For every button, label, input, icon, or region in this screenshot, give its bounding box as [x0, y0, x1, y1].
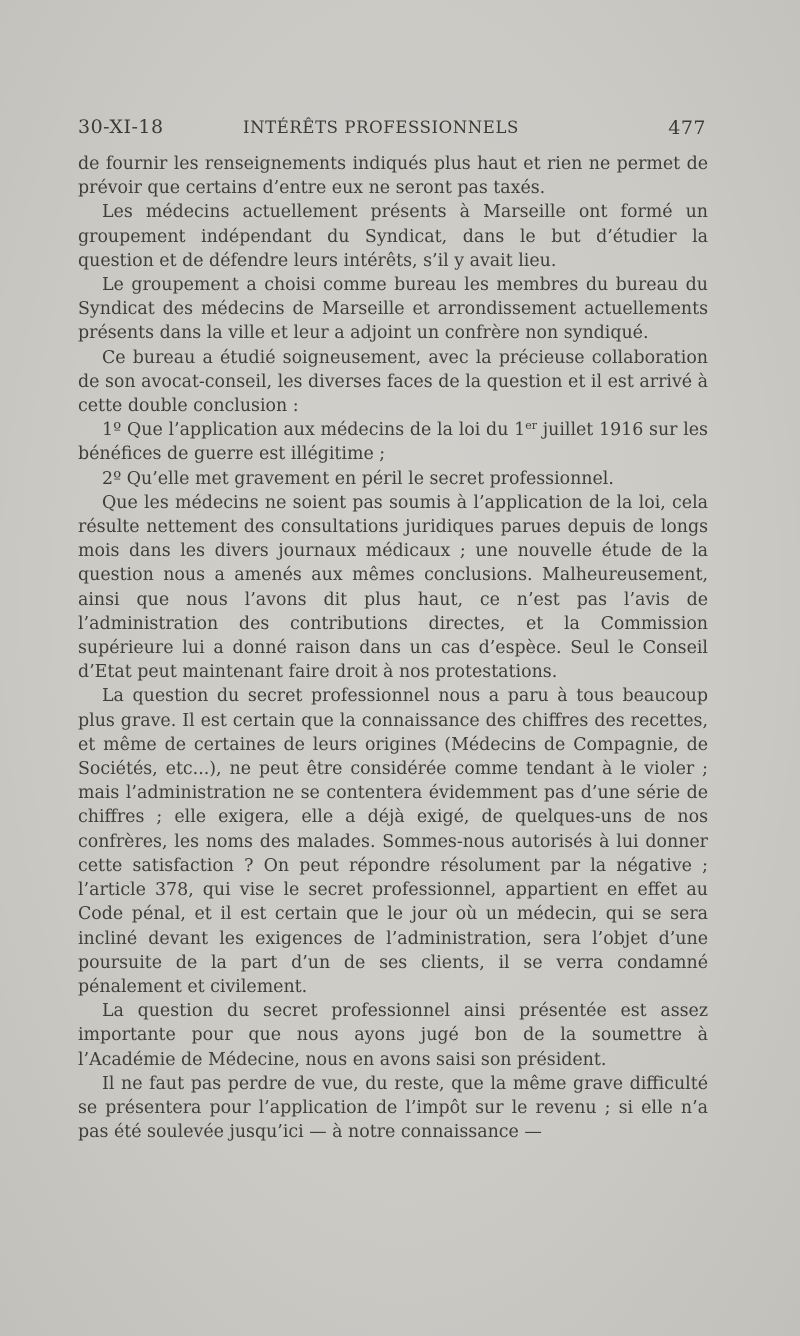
paragraph-impot: Il ne faut pas perdre de vue, du reste, que la même grave difficulté se présentera pour l’application de l’impôt sur le revenu ; si elle n’a pas été soulevée jusqu’ici — à notre connaissance —: [78, 1073, 708, 1143]
paragraph-secret: La question du secret professionnel nous a paru à tous beaucoup plus grave. Il est certain que la connaissance des chiffres des recettes, et même de certaines de leurs origines (Médecins de Compagnie, de Sociétés, etc...), ne peut être considérée comme tendant à le violer ; mais l’administration ne se contentera évidemment pas d’une série de chiffres ; elle exigera, elle a déjà exigé, de quelques-uns de nos confrères, les noms des malades. Sommes-nous autorisés à lui donner cette satisfaction ? On peut répondre résolument par la négative ; l’article 378, qui vise le secret professionnel, appartient en effet au Code pénal, et il est certain que le jour où un médecin, qui se sera incliné devant les exigences de l’administration, sera l’objet d’une poursuite de la part d’un de ses clients, il se verra condamné pénalement et civilement.: [78, 686, 708, 997]
page-number: 477: [668, 117, 706, 139]
paragraph-groupement: Les médecins actuellement présents à Marseille ont formé un groupement indépendant du Syndicat, dans le but d’étudier la question et de défendre leurs intérêts, s’il y avait lieu.: [78, 202, 708, 271]
header-date: 30-XI-18: [78, 116, 164, 138]
point-1-text-a: 1º Que l’application aux médecins de la loi du 1: [102, 420, 526, 441]
point-1-superscript: er: [525, 419, 537, 433]
running-header: [78, 116, 708, 146]
body-text: [78, 152, 708, 1144]
paragraph-point-2: 2º Qu’elle met gravement en péril le secret professionnel.: [102, 468, 614, 489]
paragraph-point-1: [78, 418, 708, 466]
paragraph-loi: Que les médecins ne soient pas soumis à l’application de la loi, cela résulte nettement des consultations juridiques parues depuis de longs mois dans les divers journaux médicaux ; une nouvelle étude de la question nous a amenés aux mêmes conclusions. Malheureusement, ainsi que nous l’avons dit plus haut, ce n’est pas l’avis de l’administration des contributions directes, et la Commission supérieure lui a donné raison dans un cas d’espèce. Seul le Conseil d’Etat peut maintenant faire droit à nos protestations.: [78, 492, 708, 683]
paragraph-conclusion: Ce bureau a étudié soigneusement, avec la précieuse collaboration de son avocat-conseil, les diverses faces de la question et il est arrivé à cette double conclusion :: [78, 347, 708, 417]
paragraph-academie: La question du secret professionnel ainsi présentée est assez importante pour que nous ayons jugé bon de la soumettre à l’Académie de Médecine, nous en avons saisi son président.: [78, 1001, 708, 1070]
header-title: INTÉRÊTS PROFESSIONNELS: [243, 118, 519, 137]
paragraph-continuation: de fournir les renseignements indiqués plus haut et rien ne permet de prévoir que certains d’entre eux ne seront pas taxés.: [78, 154, 708, 199]
point-1-text-b: juillet 1916 sur les bénéfices de guerre est illégitime ;: [78, 420, 708, 465]
paragraph-bureau: Le groupement a choisi comme bureau les membres du bureau du Syndicat des médecins de Marseille et arrondissement actuellements présents dans la ville et leur a adjoint un confrère non syndiqué.: [78, 275, 708, 344]
